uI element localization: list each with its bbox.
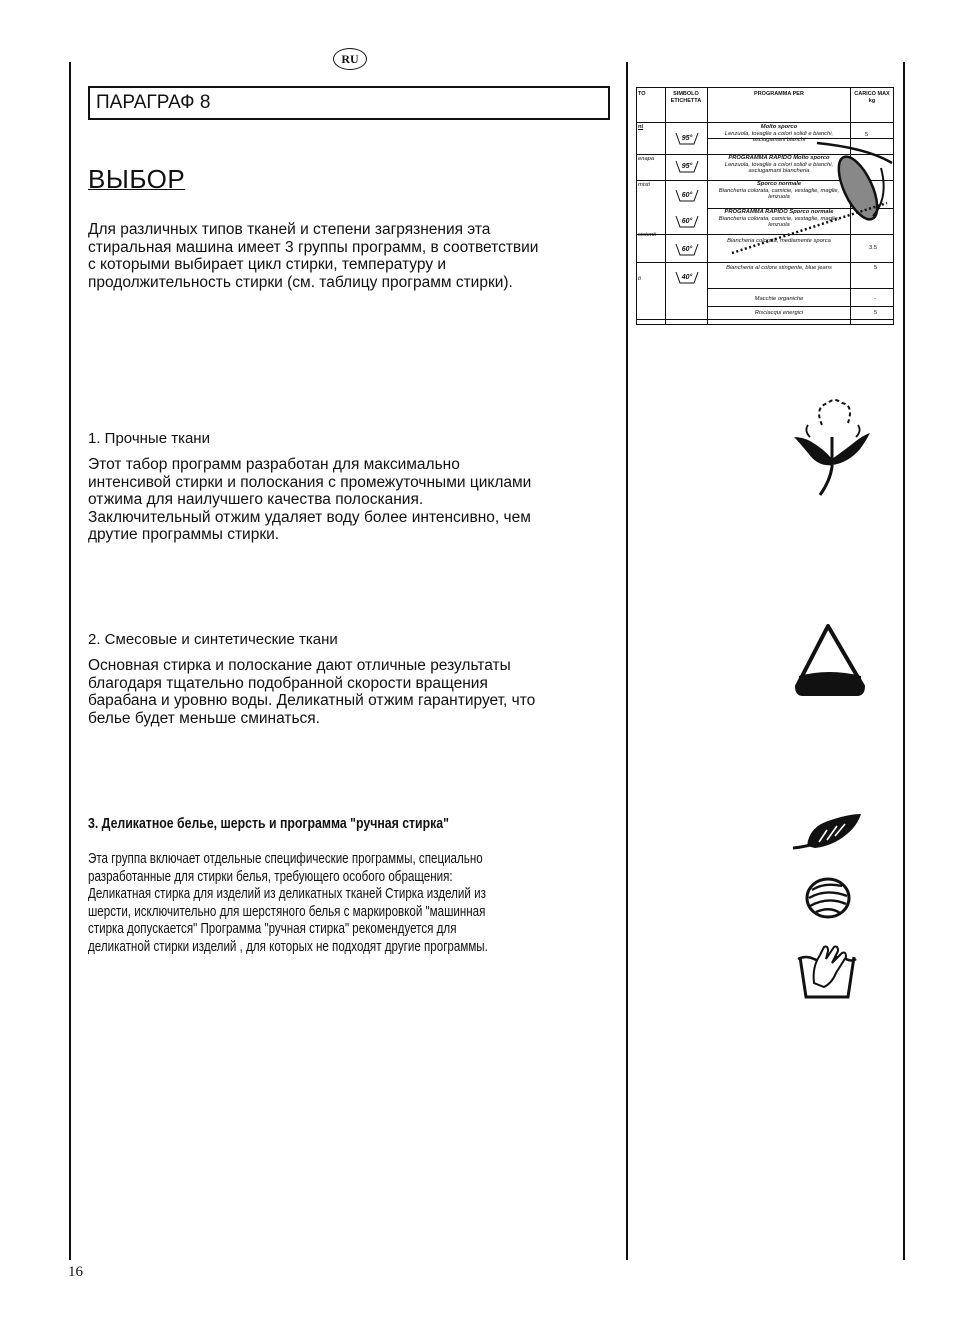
table-header-fabric: TO — [638, 91, 646, 97]
table-fabric-label: ti — [638, 276, 641, 282]
wash-temp-symbol: 60° — [675, 189, 699, 202]
group1-heading: 1. Прочные ткани — [88, 430, 210, 447]
dial-overlay-graphic — [637, 88, 895, 326]
table-fabric-label: sistenti — [638, 232, 657, 238]
hand-wash-icon — [796, 943, 858, 1001]
table-program-cell: Risciacqui energici — [754, 310, 804, 316]
table-fabric-label: misti — [638, 182, 650, 188]
table-load-cell: 3.5 — [869, 245, 878, 251]
wash-temp-symbol: 60° — [675, 243, 699, 256]
group1-text: Этот табор программ разработан для максимально интенсивой стирки и полоскания с промежуточными циклами отжима для наилучшего качества полоскания. Заключительный отжим удаляет воду более интенсивно, чем друтие программы стирки. — [88, 456, 532, 543]
table-load-cell: 5 — [865, 132, 869, 138]
group3-heading: 3. Деликатное белье, шерсть и программа "ручная стирка" — [88, 815, 449, 832]
paragraph-heading-box — [88, 86, 610, 120]
table-header-program: PROGRAMMA PER — [754, 91, 804, 97]
table-program-cell: PROGRAMMA RAPIDO Molto sporco Lenzuola, tovaglie a colori solidi e bianchi, asciugamani biancheria — [724, 155, 834, 174]
table-program-cell: Biancheria colorata, mediamente sporca — [727, 238, 831, 244]
table-program-cell: PROGRAMMA RAPIDO Sporco normale Biancheria colorata, camicie, vestaglie, maglie, lenzuola — [718, 209, 840, 228]
right-margin-rule — [903, 62, 905, 1260]
table-header-load: CARICO MAX kg — [854, 91, 890, 104]
column-divider-rule — [626, 62, 628, 1260]
table-program-cell: Macchie organiche — [754, 296, 804, 302]
feather-icon — [791, 812, 863, 854]
left-margin-rule — [69, 62, 71, 1260]
table-program-cell: Biancheria al colore stingente, blue jeans — [726, 265, 832, 271]
program-table — [636, 87, 894, 325]
group3-text: Эта группа включает отдельные специфические программы, специально разработанные для стирки белья, требующего особого обращения: Деликатная стирка для изделий из деликатных тканей Стирка изделий из шерсти, исключительно для шерстяного белья с маркировкой "машинная стирка допускается" Программа "ручная стирка" рекомендуется для деликатной стирки изделий , для которых не подходят другие программы. — [88, 851, 488, 955]
synthetic-triangle-icon — [795, 624, 865, 696]
wool-ball-icon — [804, 876, 852, 920]
group2-text: Основная стирка и полоскание дают отличные результаты благодаря тщательно подобранной скорости вращения барабана и уровню воды. Деликатный отжим гарантирует, что белье будет меньше сминаться. — [88, 657, 536, 727]
wash-temp-symbol: 95° — [675, 132, 699, 145]
page-number: 16 — [68, 1264, 83, 1280]
group2-heading: 2. Смесовые и синтетические ткани — [88, 631, 338, 648]
intro-text: Для различных типов тканей и степени загрязнения эта стиральная машина имеет 3 группы программ, в соответствии с которыми выбирает цикл стирки, температуру и продолжительность стирки (см. таблицу программ стирки). — [88, 221, 539, 291]
table-header-symbol: SIMBOLO ETICHETTA — [670, 91, 702, 104]
paragraph-heading: ПАРАГРАФ 8 — [96, 92, 211, 113]
table-program-cell: Sporco normale Biancheria colorata, camicie, vestaglie, maglie, lenzuola — [718, 181, 840, 200]
wash-temp-symbol: 40° — [675, 271, 699, 284]
table-fabric-label: enapa — [638, 156, 655, 162]
wash-temp-symbol: 95° — [675, 160, 699, 173]
table-load-cell: 5 — [874, 310, 878, 316]
table-fabric-label: ni — [638, 124, 644, 130]
language-badge: RU — [333, 48, 367, 70]
table-load-cell: - — [874, 296, 876, 302]
page-title: ВЫБОР — [88, 164, 186, 194]
wash-temp-symbol: 60° — [675, 215, 699, 228]
table-program-cell: Molto sporco Lenzuola, tovaglie a colori solidi e bianchi, asciugamani bianchi — [724, 124, 834, 143]
table-load-cell: 5 — [874, 265, 878, 271]
cotton-flower-icon — [790, 397, 874, 499]
